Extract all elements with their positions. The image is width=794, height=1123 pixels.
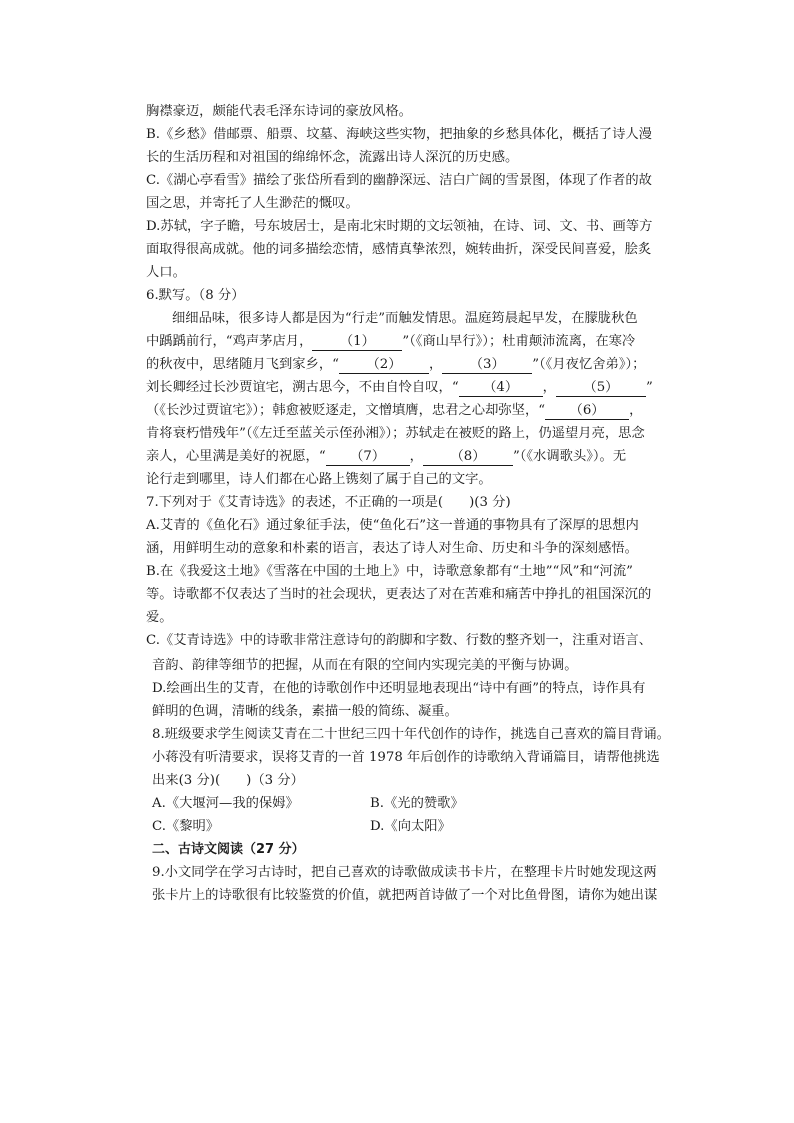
text-segment: ， <box>428 357 443 372</box>
text-segment: ， <box>409 449 423 464</box>
text-line <box>146 355 645 375</box>
choice-b[interactable]: B.《光的赞歌》 <box>370 796 464 811</box>
text-segment: ”（《商山早行》）；杜甫颠沛流离，在寒冷 <box>402 334 636 349</box>
text-segment: ， <box>542 380 556 395</box>
text-line: 细细品味，很多诗人都是因为“行走”而触发情思。温庭筠晨起早发，在朦胧秋色 <box>172 311 638 326</box>
question-7-title <box>146 493 511 513</box>
option-c-line: C.《艾青诗选》中的诗歌非常注意诗句的韵脚和字数、行数的整齐划一，注重对语言、 <box>146 633 652 648</box>
text-line: 长的生活历程和对祖国的绵绵怀念，流露出诗人深沉的历史感。 <box>146 150 519 165</box>
text-line: 等。诗歌都不仅表达了当时的社会现状，更表达了对在苦难和痛苦中挣扎的祖国深沉的 <box>146 587 652 602</box>
text-line <box>146 332 635 352</box>
text-segment: ”（《月夜忆舍弟》）； <box>532 357 646 372</box>
text-line: 张卡片上的诗歌很有比较鉴赏的价值，就把两首诗做了一个对比鱼骨图，请你为她出谋 <box>152 888 658 903</box>
text-line: 胸襟豪迈，颇能代表毛泽东诗词的豪放风格。 <box>146 104 412 119</box>
choice-a[interactable]: A.《大堰河—我的保姆》 <box>152 796 299 811</box>
text-line <box>152 771 304 791</box>
text-segment: 中踽踽前行，“鸡声茅店月， <box>146 334 313 349</box>
fill-blank-2[interactable]: （2） <box>339 357 429 374</box>
text-line <box>146 447 626 467</box>
text-segment: )（3 分） <box>246 773 304 788</box>
text-line: B.《乡愁》借邮票、船票、坟墓、海峡这些实物，把抽象的乡愁具体化，概括了诗人漫 <box>146 127 652 142</box>
text-segment: 亲人，心里满是美好的祝愿，“ <box>146 449 326 464</box>
question-8-title: 8.班级要求学生阅读艾青在二十世纪三四十年代创作的诗作，挑选自己喜欢的篇目背诵。 <box>152 727 670 742</box>
question-6-title: 6.默写。（8 分） <box>146 288 245 303</box>
text-segment: ” <box>645 380 653 395</box>
text-line: 音韵、韵律等细节的把握，从而在有限的空间内实现完美的平衡与协调。 <box>152 658 578 673</box>
text-line: 面取得很高成就。他的词多描绘恋情，感情真挚浓烈，婉转曲折，深受民间喜爱，脍炙 <box>146 242 652 257</box>
text-line: 涵，用鲜明生动的意象和朴素的语言，表达了诗人对生命、历史和斗争的深刻感悟。 <box>146 541 638 556</box>
text-line: 国之思，并寄托了人生渺茫的慨叹。 <box>146 196 359 211</box>
fill-blank-6[interactable]: （6） <box>545 403 629 420</box>
choice-c[interactable]: C.《黎明》 <box>152 819 220 834</box>
text-line <box>146 401 642 421</box>
text-line: 爱。 <box>146 610 173 625</box>
text-line: 小蒋没有听清要求，误将艾青的一首 1978 年后创作的诗歌纳入背诵篇目，请帮他挑选 <box>152 750 660 765</box>
text-segment: ， <box>629 403 643 418</box>
text-line <box>146 378 653 398</box>
fill-blank-1[interactable]: （1） <box>312 334 402 351</box>
section-heading: 二、古诗文阅读（27 分） <box>152 842 305 857</box>
choice-d[interactable]: D.《向太阳》 <box>370 819 451 834</box>
text-line: C.《湖心亭看雪》描绘了张岱所看到的幽静深远、洁白广阔的雪景图，体现了作者的故 <box>146 173 652 188</box>
text-segment: )(3 分) <box>469 495 511 510</box>
option-a-line: A.艾青的《鱼化石》通过象征手法，使“鱼化石”这一普通的事物具有了深厚的思想内 <box>146 518 639 533</box>
text-segment: （《长沙过贾谊宅》）；韩愈被贬逐走，文憎填膺，忠君之心却弥坚，“ <box>146 403 546 418</box>
text-segment: ”（《水调歌头》）。无 <box>512 449 627 464</box>
text-line: D.苏轼，字子瞻，号东坡居士，是南北宋时期的文坛领袖，在诗、词、文、书、画等方 <box>146 219 653 234</box>
fill-blank-4[interactable]: （4） <box>459 380 543 397</box>
text-line: 人口。 <box>146 265 186 280</box>
text-line: 鲜明的色调，清晰的线条，素描一般的简练、凝重。 <box>152 704 458 719</box>
text-line: 肯将衰朽惜残年”（《左迁至蓝关示侄孙湘》）；苏轼走在被贬的路上，仍遥望月亮，思念 <box>146 426 645 441</box>
fill-blank-5[interactable]: （5） <box>556 380 646 397</box>
question-9-title: 9.小文同学在学习古诗时，把自己喜欢的诗歌做成读书卡片，在整理卡片时她发现这两 <box>152 865 657 880</box>
text-line: 论行走到哪里，诗人们都在心路上镌刻了属于自己的文字。 <box>146 472 492 487</box>
text-segment: 的秋夜中，思绪随月飞到家乡，“ <box>146 357 339 372</box>
fill-blank-7[interactable]: （7） <box>326 449 410 466</box>
text-segment: 出来(3 分)( <box>152 773 221 788</box>
fill-blank-3[interactable]: （3） <box>442 357 532 374</box>
fill-blank-8[interactable]: （8） <box>423 449 513 466</box>
text-segment: 刘长卿经过长沙贾谊宅，溯古思今，不由自怜自叹，“ <box>146 380 459 395</box>
text-segment: 7.下列对于《艾青诗选》的表述，不正确的一项是( <box>146 495 444 510</box>
option-b-line: B.在《我爱这土地》《雪落在中国的土地上》中，诗歌意象都有“土地”“风”和“河流” <box>146 564 633 579</box>
option-d-line: D.绘画出生的艾青，在他的诗歌创作中还明显地表现出“诗中有画”的特点，诗作具有 <box>152 681 646 696</box>
